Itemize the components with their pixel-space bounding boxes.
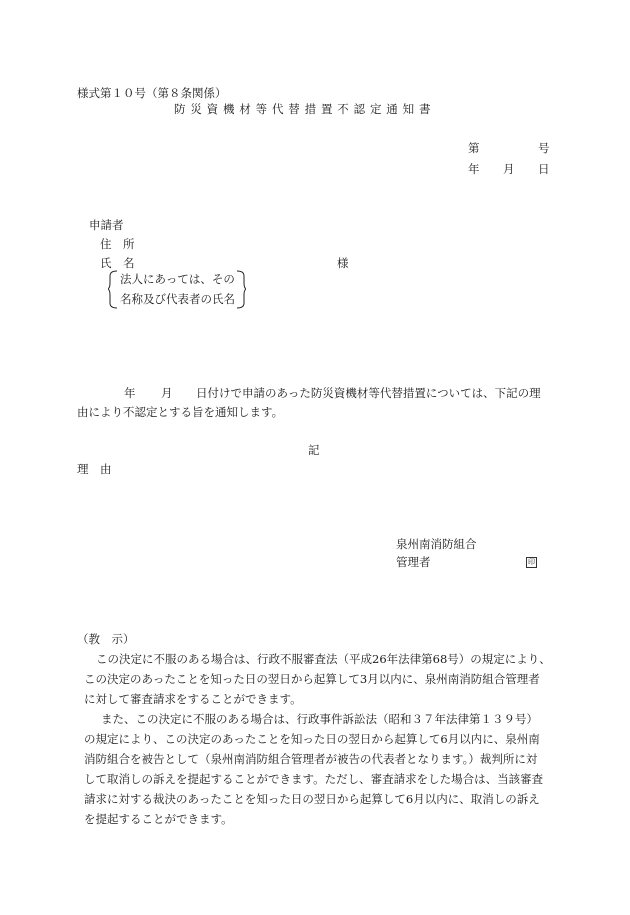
instruction-para2-line5: 請求に対する裁決のあったことを知った日の翌日から起算して6月以内に、取消しの訴え bbox=[84, 792, 540, 806]
issuer-org: 泉州南消防組合 bbox=[396, 537, 477, 551]
ki-heading: 記 bbox=[308, 443, 320, 457]
corporation-note bbox=[108, 270, 246, 310]
corp-note-line2: 名称及び代表者の氏名 bbox=[120, 292, 235, 306]
date-month: 月 bbox=[503, 162, 515, 176]
issuer-manager-label: 管理者 bbox=[396, 555, 431, 569]
doc-number-go: 号 bbox=[538, 141, 550, 155]
honorific-sama: 様 bbox=[337, 256, 349, 270]
address-label: 住 所 bbox=[100, 237, 135, 251]
form-number-label: 様式第１０号（第８条関係） bbox=[77, 86, 227, 100]
applicant-label: 申請者 bbox=[89, 218, 124, 232]
document-title: 防災資機材等代替措置不認定通知書 bbox=[174, 102, 436, 116]
instruction-para2-line2: の規定により、この決定のあったことを知った日の翌日から起算して6月以内に、泉州南 bbox=[84, 732, 540, 746]
notice-date-month: 月 bbox=[161, 386, 173, 400]
corp-note-line1: 法人にあっては、その bbox=[120, 272, 235, 286]
seal-mark: 印 bbox=[528, 558, 535, 566]
date-year: 年 bbox=[468, 162, 480, 176]
doc-number-dai: 第 bbox=[468, 141, 480, 155]
notice-body-line2: 由により不認定とする旨を通知します。 bbox=[77, 405, 284, 419]
instruction-para2-line1: また、この決定に不服のある場合は、行政事件訴訟法（昭和３７年法律第１３９号） bbox=[101, 712, 538, 726]
instruction-para2-line3: 消防組合を被告として（泉州南消防組合管理者が被告の代表者となります。）裁判所に対 bbox=[84, 752, 538, 766]
date-day: 日 bbox=[538, 162, 550, 176]
name-label: 氏 名 bbox=[100, 256, 135, 270]
notice-date-year: 年 bbox=[124, 386, 136, 400]
instruction-para2-line4: して取消しの訴えを提起することができます。ただし、審査請求をした場合は、当該審査 bbox=[84, 772, 544, 786]
instruction-para1-line3: に対して審査請求をすることができます。 bbox=[84, 692, 302, 706]
notice-body-line1: 日付けで申請のあった防災資機材等代替措置については、下記の理 bbox=[196, 386, 541, 400]
instruction-para1-line2: この決定のあったことを知った日の翌日から起算して3月以内に、泉州南消防組合管理者 bbox=[84, 672, 540, 686]
reason-label: 理 由 bbox=[77, 462, 112, 476]
instruction-para1-line1: この決定に不服のある場合は、行政不服審査法（平成26年法律第68号）の規定により、 bbox=[96, 652, 551, 666]
instruction-heading: （教 示） bbox=[77, 632, 135, 646]
instruction-para2-line6: を提起することができます。 bbox=[84, 812, 233, 826]
